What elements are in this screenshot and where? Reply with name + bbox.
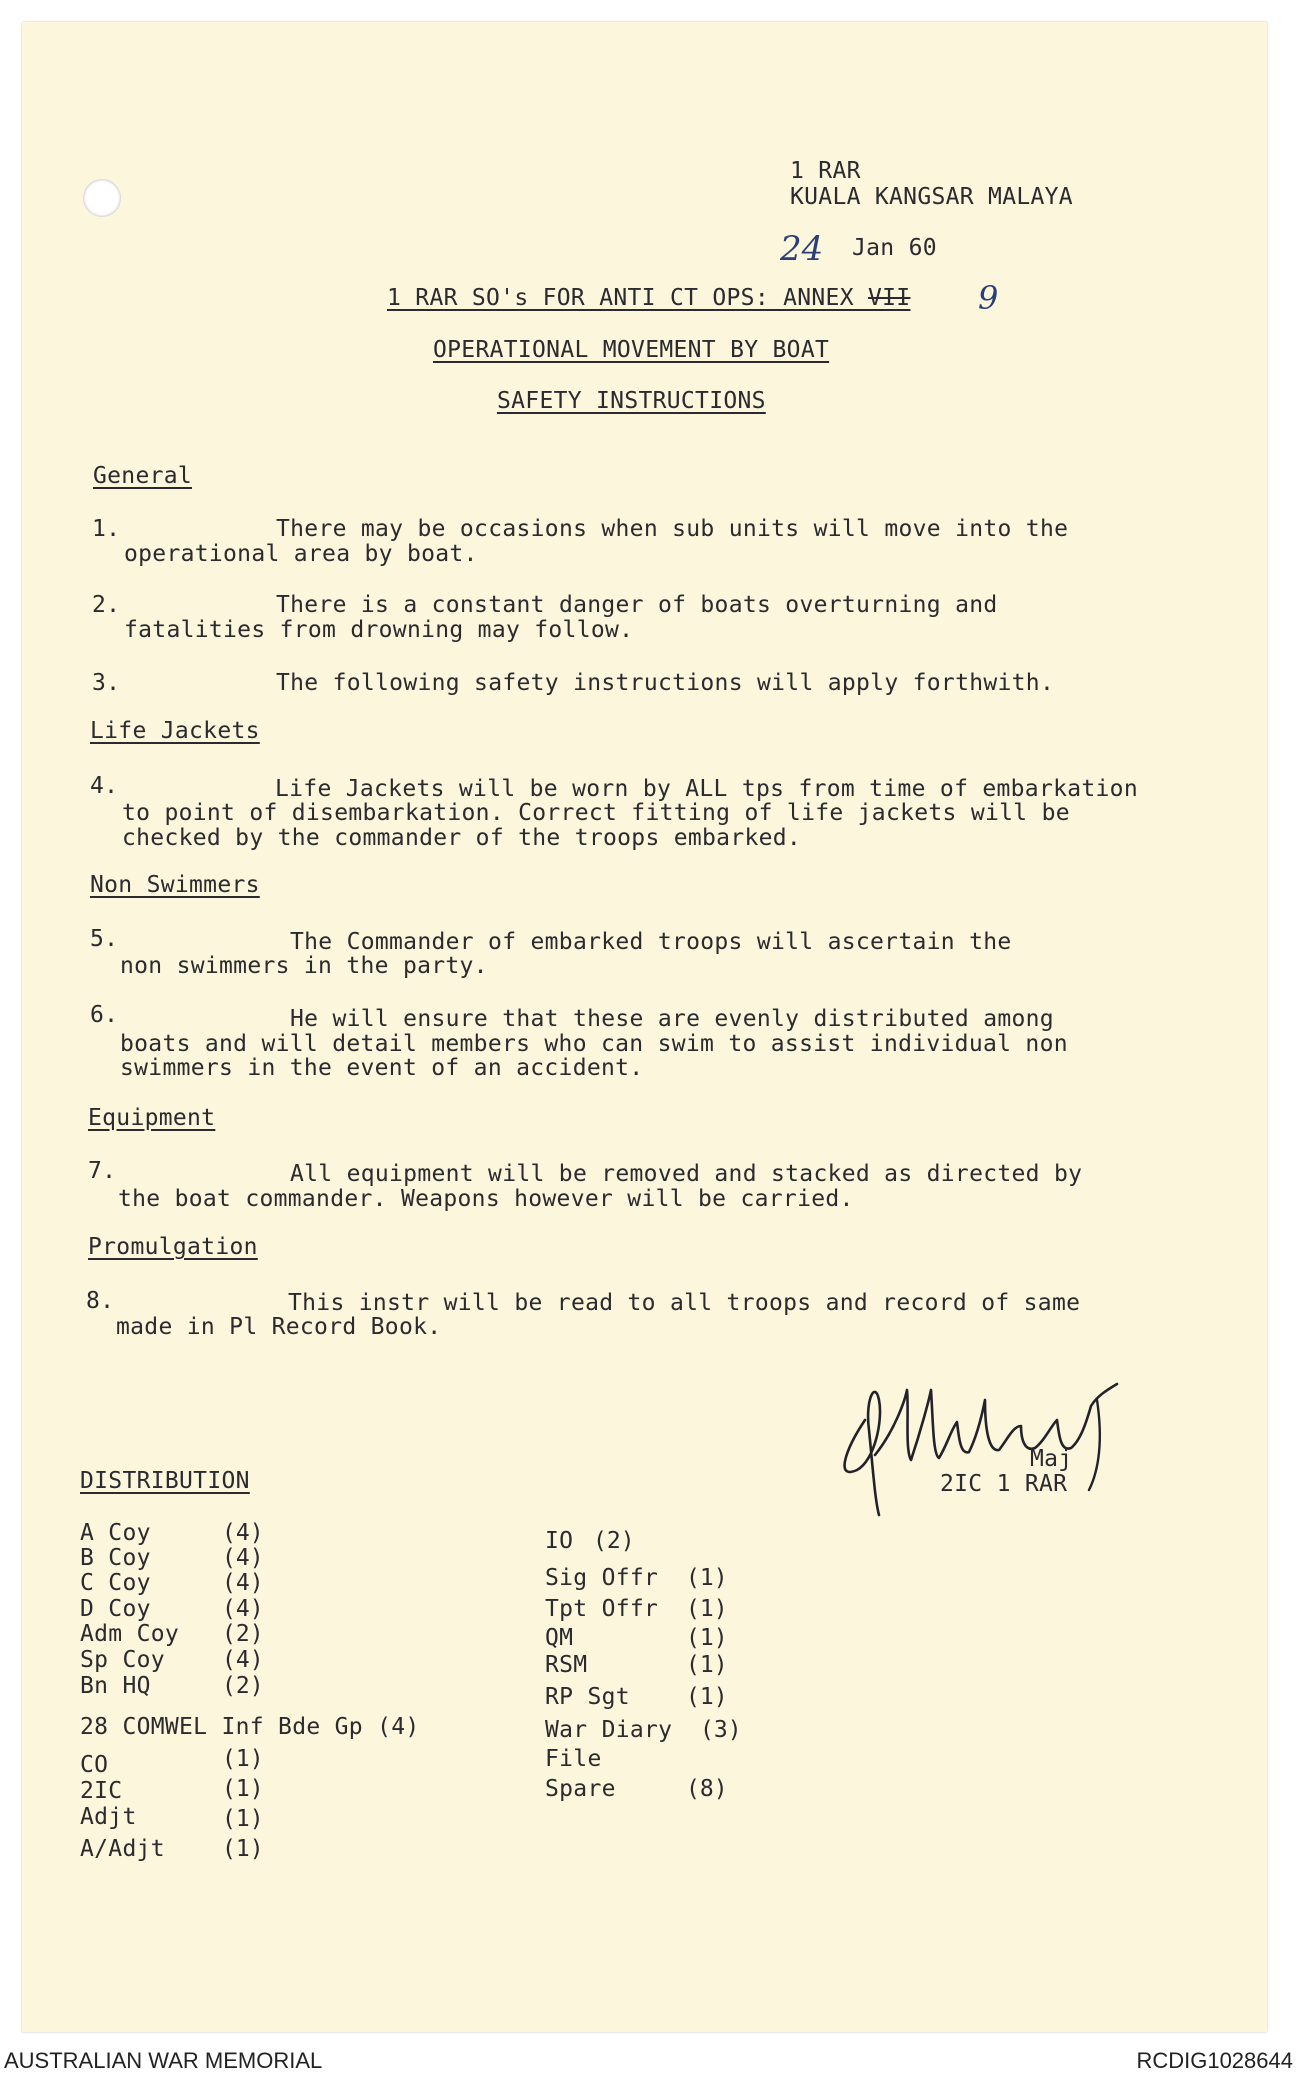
para-6-number: 6.	[90, 1002, 119, 1028]
distribution-item: RSM	[545, 1652, 588, 1678]
title-line-1	[387, 287, 910, 310]
para-4-line-2: to point of disembarkation. Correct fitting of life jackets will be	[122, 800, 1070, 826]
distribution-count: (1)	[686, 1565, 728, 1591]
para-1-line-2: operational area by boat.	[124, 541, 478, 567]
para-3-number: 3.	[92, 670, 121, 696]
punch-hole	[83, 179, 121, 217]
distribution-item: Sig Offr	[545, 1565, 659, 1591]
signatory-rank: Maj	[1030, 1446, 1073, 1472]
title-line-2: OPERATIONAL MOVEMENT BY BOAT	[433, 337, 830, 363]
header-unit: 1 RAR	[790, 158, 861, 184]
distribution-item: Adm Coy	[80, 1621, 180, 1647]
section-promulgation: Promulgation	[88, 1234, 258, 1260]
section-general: General	[93, 463, 193, 489]
distribution-brigade: 28 COMWEL Inf Bde Gp (4)	[80, 1714, 420, 1740]
distribution-count: (2)	[593, 1528, 635, 1554]
section-life-jackets: Life Jackets	[90, 718, 260, 744]
distribution-count: (1)	[222, 1806, 264, 1832]
para-4-line-1: Life Jackets will be worn by ALL tps from time of embarkation	[275, 776, 1138, 802]
header-date: Jan 60	[852, 235, 937, 261]
section-non-swimmers: Non Swimmers	[90, 872, 260, 898]
distribution-count: (8)	[686, 1776, 728, 1802]
para-2-line-1: There is a constant danger of boats overturning and	[276, 592, 998, 618]
date-day-handwritten: 24	[780, 229, 824, 269]
distribution-item: Bn HQ	[80, 1673, 151, 1699]
title-line-3: SAFETY INSTRUCTIONS	[497, 388, 766, 414]
distribution-count: (4)	[222, 1570, 264, 1596]
footer-source: AUSTRALIAN WAR MEMORIAL	[4, 2048, 323, 2073]
para-1-line-1: There may be occasions when sub units will move into the	[276, 516, 1069, 542]
footer-catalogue-id: RCDIG1028644	[1136, 2048, 1293, 2073]
distribution-item: Sp Coy	[80, 1647, 165, 1673]
distribution-count: (1)	[686, 1596, 728, 1622]
distribution-count: (1)	[222, 1776, 264, 1802]
para-8-number: 8.	[86, 1288, 115, 1314]
para-4-number: 4.	[90, 773, 119, 799]
para-6-line-2: boats and will detail members who can swim to assist individual non	[120, 1031, 1068, 1057]
para-2-number: 2.	[92, 592, 121, 618]
para-6-line-3: swimmers in the event of an accident.	[120, 1055, 644, 1081]
para-5-line-1: The Commander of embarked troops will ascertain the	[290, 929, 1012, 955]
distribution-item: RP Sgt	[545, 1684, 630, 1710]
title-line-1-text: 1 RAR SO's FOR ANTI CT OPS: ANNEX	[387, 285, 869, 311]
distribution-count: (2)	[222, 1673, 264, 1699]
distribution-count: (1)	[222, 1746, 264, 1772]
distribution-item: 2IC	[80, 1778, 123, 1804]
distribution-item: Adjt	[80, 1804, 137, 1830]
distribution-item: Spare	[545, 1776, 616, 1802]
distribution-count: (1)	[686, 1652, 728, 1678]
para-1-number: 1.	[92, 516, 121, 542]
distribution-item: Tpt Offr	[545, 1596, 659, 1622]
distribution-count: (3)	[700, 1717, 742, 1743]
para-2-line-2: fatalities from drowning may follow.	[124, 617, 634, 643]
distribution-count: (4)	[222, 1596, 264, 1622]
para-5-number: 5.	[90, 926, 119, 952]
para-3-line-1: The following safety instructions will apply forthwith.	[276, 670, 1055, 696]
distribution-count: (2)	[222, 1621, 264, 1647]
distribution-item: QM	[545, 1625, 574, 1651]
distribution-item: CO	[80, 1752, 109, 1778]
para-6-line-1: He will ensure that these are evenly distributed among	[290, 1006, 1054, 1032]
distribution-item: D Coy	[80, 1596, 151, 1622]
signatory-appointment: 2IC 1 RAR	[940, 1471, 1068, 1497]
annex-number-handwritten: 9	[978, 279, 999, 317]
para-4-line-3: checked by the commander of the troops embarked.	[122, 825, 802, 851]
section-equipment: Equipment	[88, 1105, 216, 1131]
para-7-number: 7.	[88, 1158, 117, 1184]
distribution-count: (1)	[222, 1836, 264, 1862]
para-7-line-2: the boat commander. Weapons however will be carried.	[118, 1186, 854, 1212]
header-location: KUALA KANGSAR MALAYA	[790, 184, 1073, 210]
distribution-count: (1)	[686, 1684, 728, 1710]
distribution-heading: DISTRIBUTION	[80, 1468, 250, 1494]
title-struck-annex: VII	[868, 285, 911, 311]
para-7-line-1: All equipment will be removed and stacked as directed by	[290, 1161, 1083, 1187]
distribution-item: IO	[545, 1528, 574, 1554]
distribution-item: A/Adjt	[80, 1836, 165, 1862]
para-5-line-2: non swimmers in the party.	[120, 953, 488, 979]
distribution-item: A Coy	[80, 1520, 151, 1546]
para-8-line-1: This instr will be read to all troops and record of same	[288, 1290, 1081, 1316]
para-8-line-2: made in Pl Record Book.	[116, 1314, 442, 1340]
distribution-item: File	[545, 1746, 602, 1772]
distribution-count: (4)	[222, 1520, 264, 1546]
distribution-count: (4)	[222, 1545, 264, 1571]
distribution-count: (1)	[686, 1625, 728, 1651]
distribution-item: C Coy	[80, 1570, 151, 1596]
distribution-item: B Coy	[80, 1545, 151, 1571]
distribution-count: (4)	[222, 1647, 264, 1673]
distribution-item: War Diary	[545, 1717, 673, 1743]
